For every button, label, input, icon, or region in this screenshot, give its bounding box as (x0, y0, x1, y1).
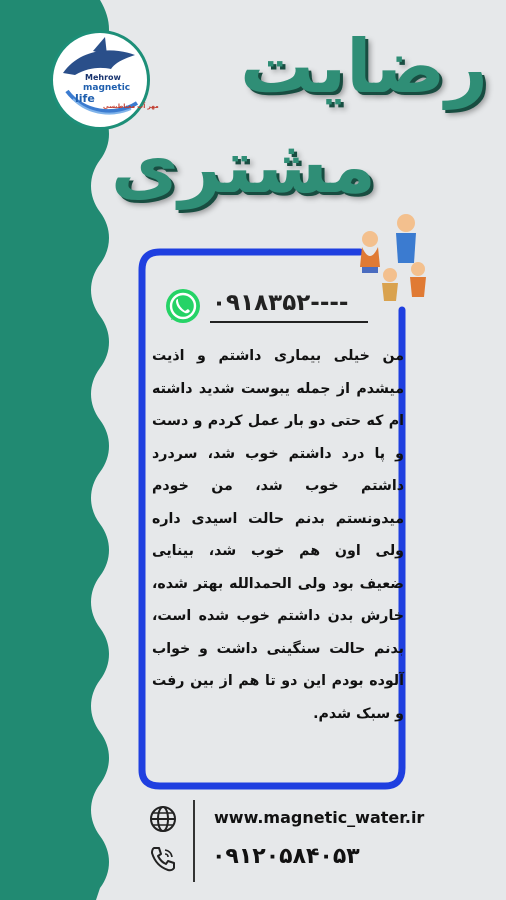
contact-phone-number[interactable]: ۰۹۱۲۰۵۸۴۰۵۳ (212, 844, 360, 869)
testimonial-text: من خیلی بیماری داشتم و اذیت میشدم از جمله یبوست شدید داشته ام که حتی دو بار عمل کردم و دست و پا درد داشتم خوب شد، سردرد داشتم خوب شد، من خودم میدونستم بدنم حالت اسیدی داره ولی اون هم خوب شد، بینایی ضعیف بود ولی الحمدالله بهتر شده، خارش بدن داشتم خوب شده است، بدنم حالت سنگینی داشت و خواب آلوده بودم این دو تا هم از بین رفت و سبک شدم. (152, 348, 404, 722)
phone-icon (148, 844, 178, 874)
page-title-line2: مشتری (110, 124, 376, 210)
globe-icon (148, 804, 178, 834)
logo-text-persian: مهر آب مغناطیسی (103, 103, 159, 110)
logo-text-magnetic: magnetic (83, 83, 131, 93)
page-title-line1: رضایت (239, 24, 488, 110)
family-illustration-icon (350, 205, 440, 305)
brand-logo (50, 30, 159, 130)
contact-divider (193, 800, 195, 882)
whatsapp-number-underline (210, 321, 368, 323)
website-link[interactable]: www.magnetic_water.ir (214, 808, 425, 827)
logo-text-mehrow: Mehrow (85, 73, 121, 82)
logo-text-life: life (75, 92, 95, 105)
whatsapp-icon[interactable] (164, 287, 202, 325)
whatsapp-number[interactable]: ۰۹۱۸۳۵۲---- (212, 290, 349, 316)
